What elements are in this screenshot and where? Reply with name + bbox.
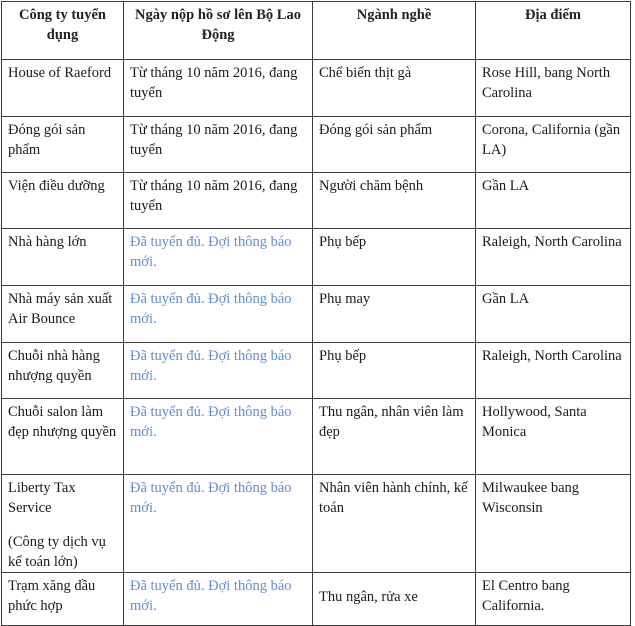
table-row [2,286,631,343]
cell-date: Đã tuyển đủ. Đợi thông báo mới. [124,399,313,475]
cell-date: Đã tuyển đủ. Đợi thông báo mới. [124,286,313,343]
cell-company: House of Raeford [2,60,124,117]
cell-place: Rose Hill, bang North Carolina [476,60,631,117]
cell-company: Chuỗi salon làm đẹp nhượng quyền [2,399,124,475]
cell-company: Đóng gói sản phẩm [2,117,124,173]
table-row [2,117,631,173]
table-row [2,573,631,626]
table-row [2,60,631,117]
table-row [2,229,631,286]
cell-job: Phụ may [313,286,476,343]
cell-place: Gần LA [476,173,631,229]
header-row [2,2,631,60]
cell-company: Trạm xăng dầu phức hợp [2,573,124,626]
header-date: Ngày nộp hồ sơ lên Bộ Lao Động [124,2,313,60]
recruitment-table [1,1,631,626]
cell-date: Từ tháng 10 năm 2016, đang tuyển [124,60,313,117]
cell-company: Viện điều dưỡng [2,173,124,229]
cell-date: Đã tuyển đủ. Đợi thông báo mới. [124,343,313,399]
cell-date: Từ tháng 10 năm 2016, đang tuyển [124,173,313,229]
company-name: Liberty Tax Service [8,480,76,516]
cell-company: Nhà máy sản xuất Air Bounce [2,286,124,343]
table-row [2,399,631,475]
cell-job: Chế biến thịt gà [313,60,476,117]
cell-date: Từ tháng 10 năm 2016, đang tuyển [124,117,313,173]
cell-place: Corona, California (gần LA) [476,117,631,173]
header-job: Ngành nghề [313,2,476,60]
cell-place: Hollywood, Santa Monica [476,399,631,475]
cell-place: El Centro bang California. [476,573,631,626]
cell-job: Đóng gói sản phẩm [313,117,476,173]
header-company: Công ty tuyển dụng [2,2,124,60]
cell-job: Nhân viên hành chính, kế toán [313,475,476,573]
header-place: Địa điểm [476,2,631,60]
table-row [2,475,631,573]
cell-place: Milwaukee bang Wisconsin [476,475,631,573]
table-row [2,173,631,229]
table-row [2,343,631,399]
cell-job: Thu ngân, rửa xe [313,573,476,626]
cell-place: Raleigh, North Carolina [476,229,631,286]
cell-job: Thu ngân, nhân viên làm đẹp [313,399,476,475]
cell-job: Người chăm bệnh [313,173,476,229]
cell-job: Phụ bếp [313,229,476,286]
cell-place: Raleigh, North Carolina [476,343,631,399]
cell-date: Đã tuyển đủ. Đợi thông báo mới. [124,573,313,626]
cell-company: Nhà hàng lớn [2,229,124,286]
cell-date: Đã tuyển đủ. Đợi thông báo mới. [124,229,313,286]
cell-date: Đã tuyển đủ. Đợi thông báo mới. [124,475,313,573]
cell-job: Phụ bếp [313,343,476,399]
cell-place: Gần LA [476,286,631,343]
cell-company [2,475,124,573]
cell-company: Chuỗi nhà hàng nhượng quyền [2,343,124,399]
company-note: (Công ty dịch vụ kế toán lớn) [8,534,106,570]
